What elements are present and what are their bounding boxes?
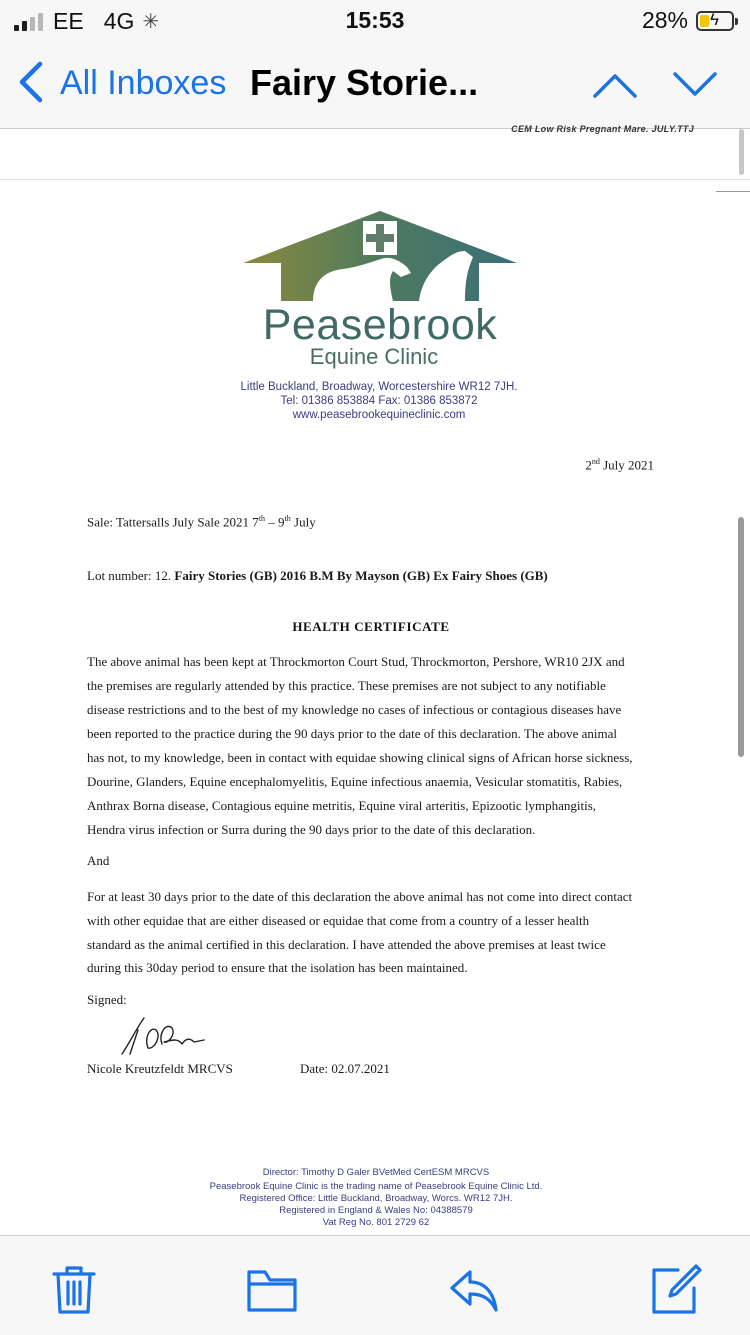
footer-director: Director: Timothy D Galer BVetMed CertESM MRCVS	[262, 1167, 490, 1178]
clinic-address: Little Buckland, Broadway, Worcestershire WR12 7JH.	[240, 381, 518, 393]
network-label: 4G	[103, 8, 135, 34]
signatory-name: Nicole Kreutzfeldt MRCVS	[87, 1061, 233, 1076]
previous-page-scrollbar	[739, 129, 744, 175]
paragraph1-line: Anthrax Borna disease, Contagious equine metritis, Equine viral arteritis, Epizootic lymphangitis,	[87, 798, 597, 813]
certificate-heading: HEALTH CERTIFICATE	[292, 619, 450, 634]
compose-icon[interactable]	[650, 1264, 702, 1316]
battery-percent: 28%	[641, 7, 688, 33]
trash-icon[interactable]	[48, 1264, 100, 1316]
clock: 15:53	[345, 7, 405, 33]
signature-icon	[118, 1014, 208, 1058]
letter-date: 2nd July 2021	[585, 457, 654, 473]
nav-title: Fairy Storie...	[250, 62, 479, 103]
folder-icon[interactable]	[246, 1264, 298, 1316]
carrier-label: EE	[53, 8, 84, 34]
footer-line: Registered in England & Wales No: 04388579	[279, 1205, 473, 1216]
clinic-website: www.peasebrookequineclinic.com	[292, 409, 466, 421]
paragraph1-line: the premises are regularly attended by this practice. These premises are not subject to any notifiable	[87, 678, 606, 693]
status-bar	[0, 0, 750, 40]
signature-date: Date: 02.07.2021	[300, 1061, 390, 1076]
paragraph1-line: The above animal has been kept at Throckmorton Court Stud, Throckmorton, Pershore, WR10 2JX and	[87, 654, 625, 669]
sale-line: Sale: Tattersalls July Sale 2021 7th – 9th July	[87, 514, 316, 530]
bottom-toolbar	[0, 1235, 750, 1335]
previous-page-strip	[0, 124, 750, 180]
battery-charging-icon: ϟ	[696, 11, 734, 31]
scrollbar[interactable]	[738, 517, 744, 757]
signed-label: Signed:	[87, 992, 127, 1007]
lot-line: Lot number: 12. Fairy Stories (GB) 2016 B.M By Mayson (GB) Ex Fairy Shoes (GB)	[87, 568, 548, 583]
footer-line: Vat Reg No. 801 2729 62	[322, 1217, 430, 1228]
back-button[interactable]: All Inboxes	[60, 64, 227, 102]
paragraph1-line: Dourine, Glanders, Equine encephalomyelitis, Equine infectious anaemia, Vesicular stomatitis, Rabies,	[87, 774, 623, 789]
back-chevron-icon[interactable]	[16, 60, 46, 104]
paragraph2-line: with other equidae that are either diseased or equidae that come from a country of a lesser health	[87, 913, 590, 928]
previous-page-reference: CEM Low Risk Pregnant Mare. JULY.TTJ	[511, 124, 694, 134]
previous-message-icon[interactable]	[592, 68, 638, 102]
paragraph1-line: has not, to my knowledge, been in contact with equidae showing clinical signs of African horse sickness,	[87, 750, 633, 765]
paragraph2-line: For at least 30 days prior to the date of this declaration the above animal has not come into direct contact	[87, 889, 633, 904]
status-right	[642, 7, 734, 34]
paragraph1-line: been reported to the practice during the 90 days prior to the date of this declaration. The above animal	[87, 726, 618, 741]
page-edge-divider	[716, 191, 750, 192]
paragraph1-line: disease restrictions and to the best of my knowledge no cases of infectious or contagious diseases have	[87, 702, 622, 717]
clinic-phone-fax: Tel: 01386 853884 Fax: 01386 853872	[280, 395, 478, 407]
clinic-logo-icon	[243, 211, 517, 311]
paragraph2-line: during this 30day period to ensure that the isolation has been maintained.	[87, 960, 468, 975]
and-label: And	[87, 853, 110, 868]
paragraph2-line: standard as the animal certified in this declaration. I have attended the above premises at least twice	[87, 937, 606, 952]
next-message-icon[interactable]	[672, 68, 718, 102]
attachment-viewer[interactable]	[0, 124, 750, 1235]
clinic-subtitle: Equine Clinic	[309, 344, 439, 369]
reply-icon[interactable]	[448, 1264, 500, 1316]
paragraph1-line: Hendra virus infection or Surra during the 90 days prior to the date of this declaration.	[87, 822, 536, 837]
footer-line: Registered Office: Little Buckland, Broadway, Worcs. WR12 7JH.	[239, 1193, 513, 1204]
clinic-name: Peasebrook	[262, 301, 498, 349]
nav-bar	[0, 40, 750, 129]
footer-line: Peasebrook Equine Clinic is the trading name of Peasebrook Equine Clinic Ltd.	[209, 1181, 543, 1192]
activity-spinner-icon: ✳	[142, 11, 160, 33]
